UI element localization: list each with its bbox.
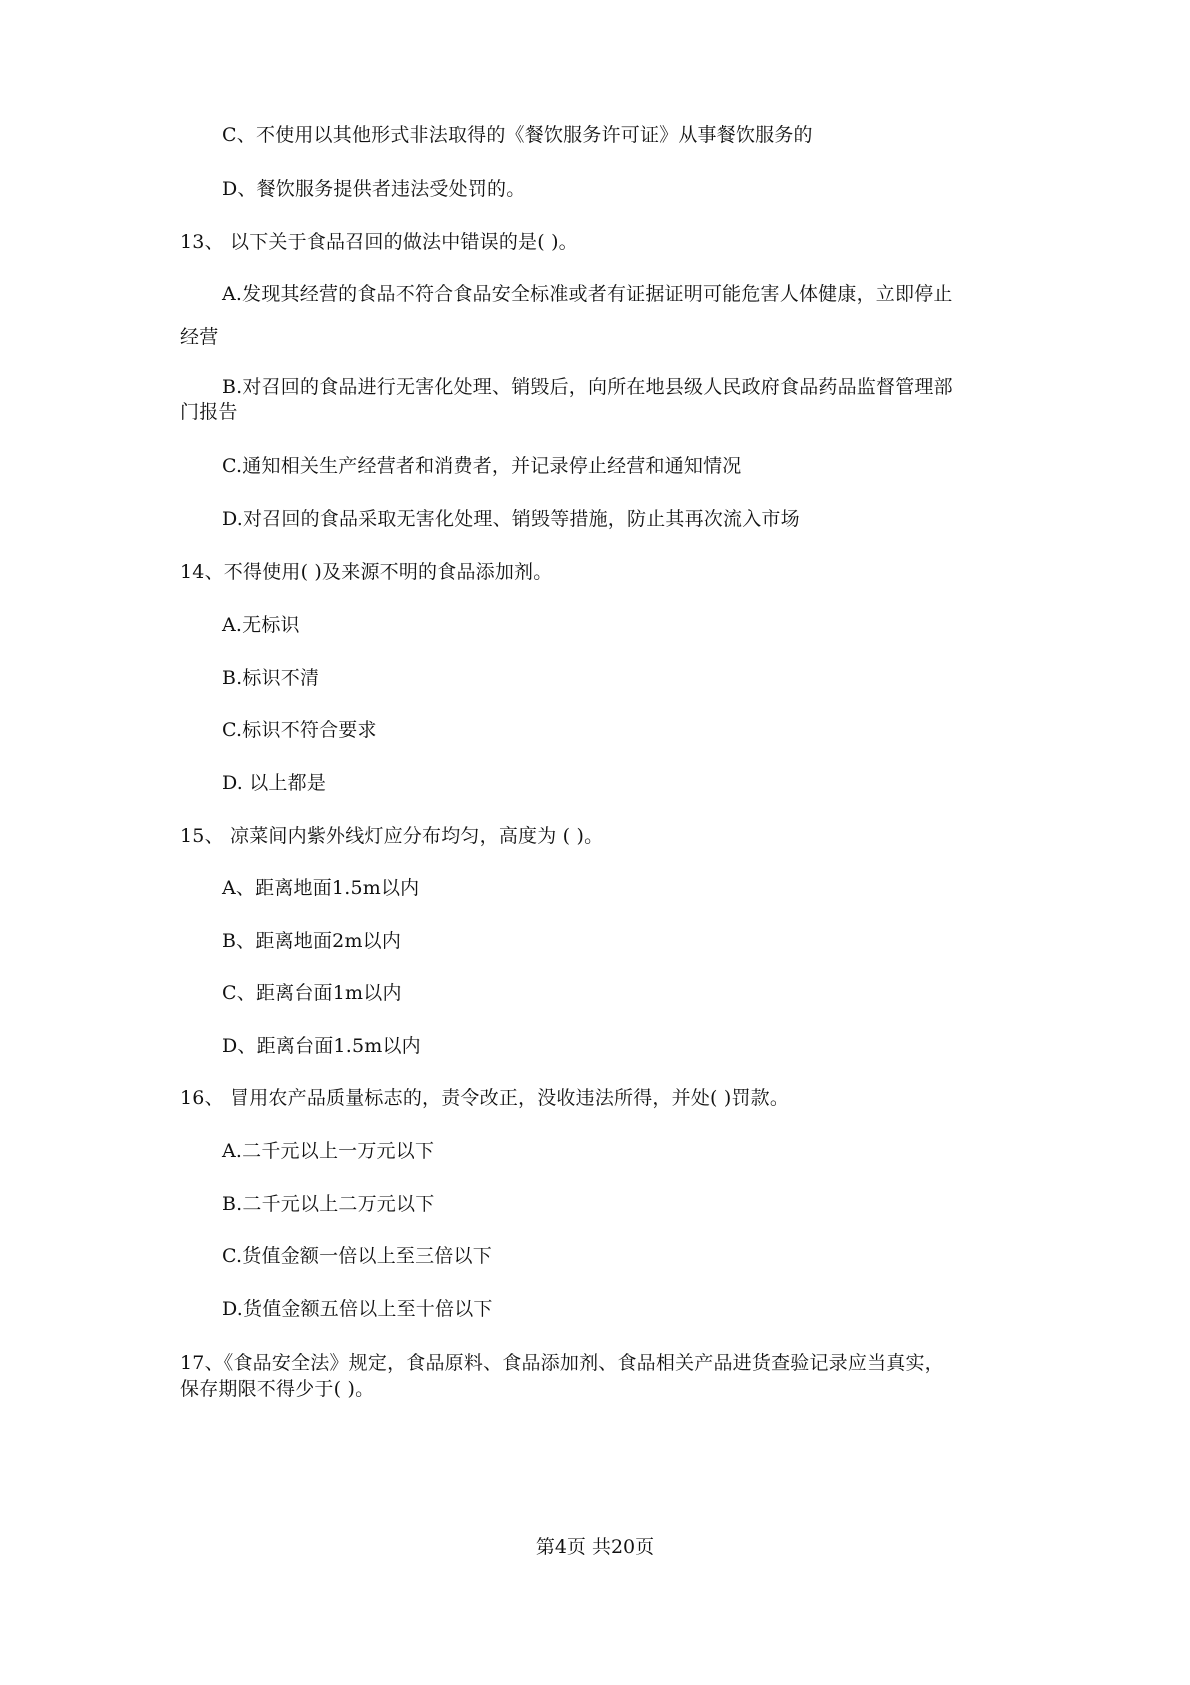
option-13c: C.通知相关生产经营者和消费者，并记录停止经营和通知情况 (222, 455, 742, 477)
option-16c: C.货值金额一倍以上至三倍以下 (222, 1245, 492, 1267)
option-13d: D.对召回的食品采取无害化处理、销毁等措施，防止其再次流入市场 (222, 508, 800, 530)
option-15a: A、距离地面1.5m以内 (222, 877, 420, 899)
question-16: 16、 冒用农产品质量标志的，责令改正，没收违法所得，并处( )罚款。 (180, 1087, 790, 1109)
option-13b-continued: 门报告 (180, 401, 238, 423)
option-15c: C、距离台面1m以内 (222, 982, 402, 1004)
page-number-footer: 第4页 共20页 (535, 1536, 655, 1558)
option-15d: D、距离台面1.5m以内 (222, 1035, 421, 1057)
option-12d: D、餐饮服务提供者违法受处罚的。 (222, 178, 526, 200)
question-17-continued: 保存期限不得少于( )。 (180, 1378, 375, 1400)
question-13: 13、 以下关于食品召回的做法中错误的是( )。 (180, 231, 578, 253)
option-16d: D.货值金额五倍以上至十倍以下 (222, 1298, 493, 1320)
option-14c: C.标识不符合要求 (222, 719, 377, 741)
option-13a: A.发现其经营的食品不符合食品安全标准或者有证据证明可能危害人体健康，立即停止 (222, 283, 953, 305)
question-14: 14、不得使用( )及来源不明的食品添加剂。 (180, 561, 553, 583)
option-14b: B.标识不清 (222, 667, 320, 689)
option-14d: D. 以上都是 (222, 772, 327, 794)
question-17: 17、《食品安全法》规定，食品原料、食品添加剂、食品相关产品进货查验记录应当真实， (180, 1352, 944, 1374)
option-13a-continued: 经营 (180, 326, 219, 348)
option-14a: A.无标识 (222, 614, 300, 636)
option-15b: B、距离地面2m以内 (222, 930, 402, 952)
option-16b: B.二千元以上二万元以下 (222, 1193, 435, 1215)
question-15: 15、 凉菜间内紫外线灯应分布均匀，高度为 ( )。 (180, 825, 604, 847)
option-16a: A.二千元以上一万元以下 (222, 1140, 435, 1162)
option-13b: B.对召回的食品进行无害化处理、销毁后，向所在地县级人民政府食品药品监督管理部 (222, 376, 953, 398)
option-12c: C、不使用以其他形式非法取得的《餐饮服务许可证》从事餐饮服务的 (222, 124, 813, 146)
